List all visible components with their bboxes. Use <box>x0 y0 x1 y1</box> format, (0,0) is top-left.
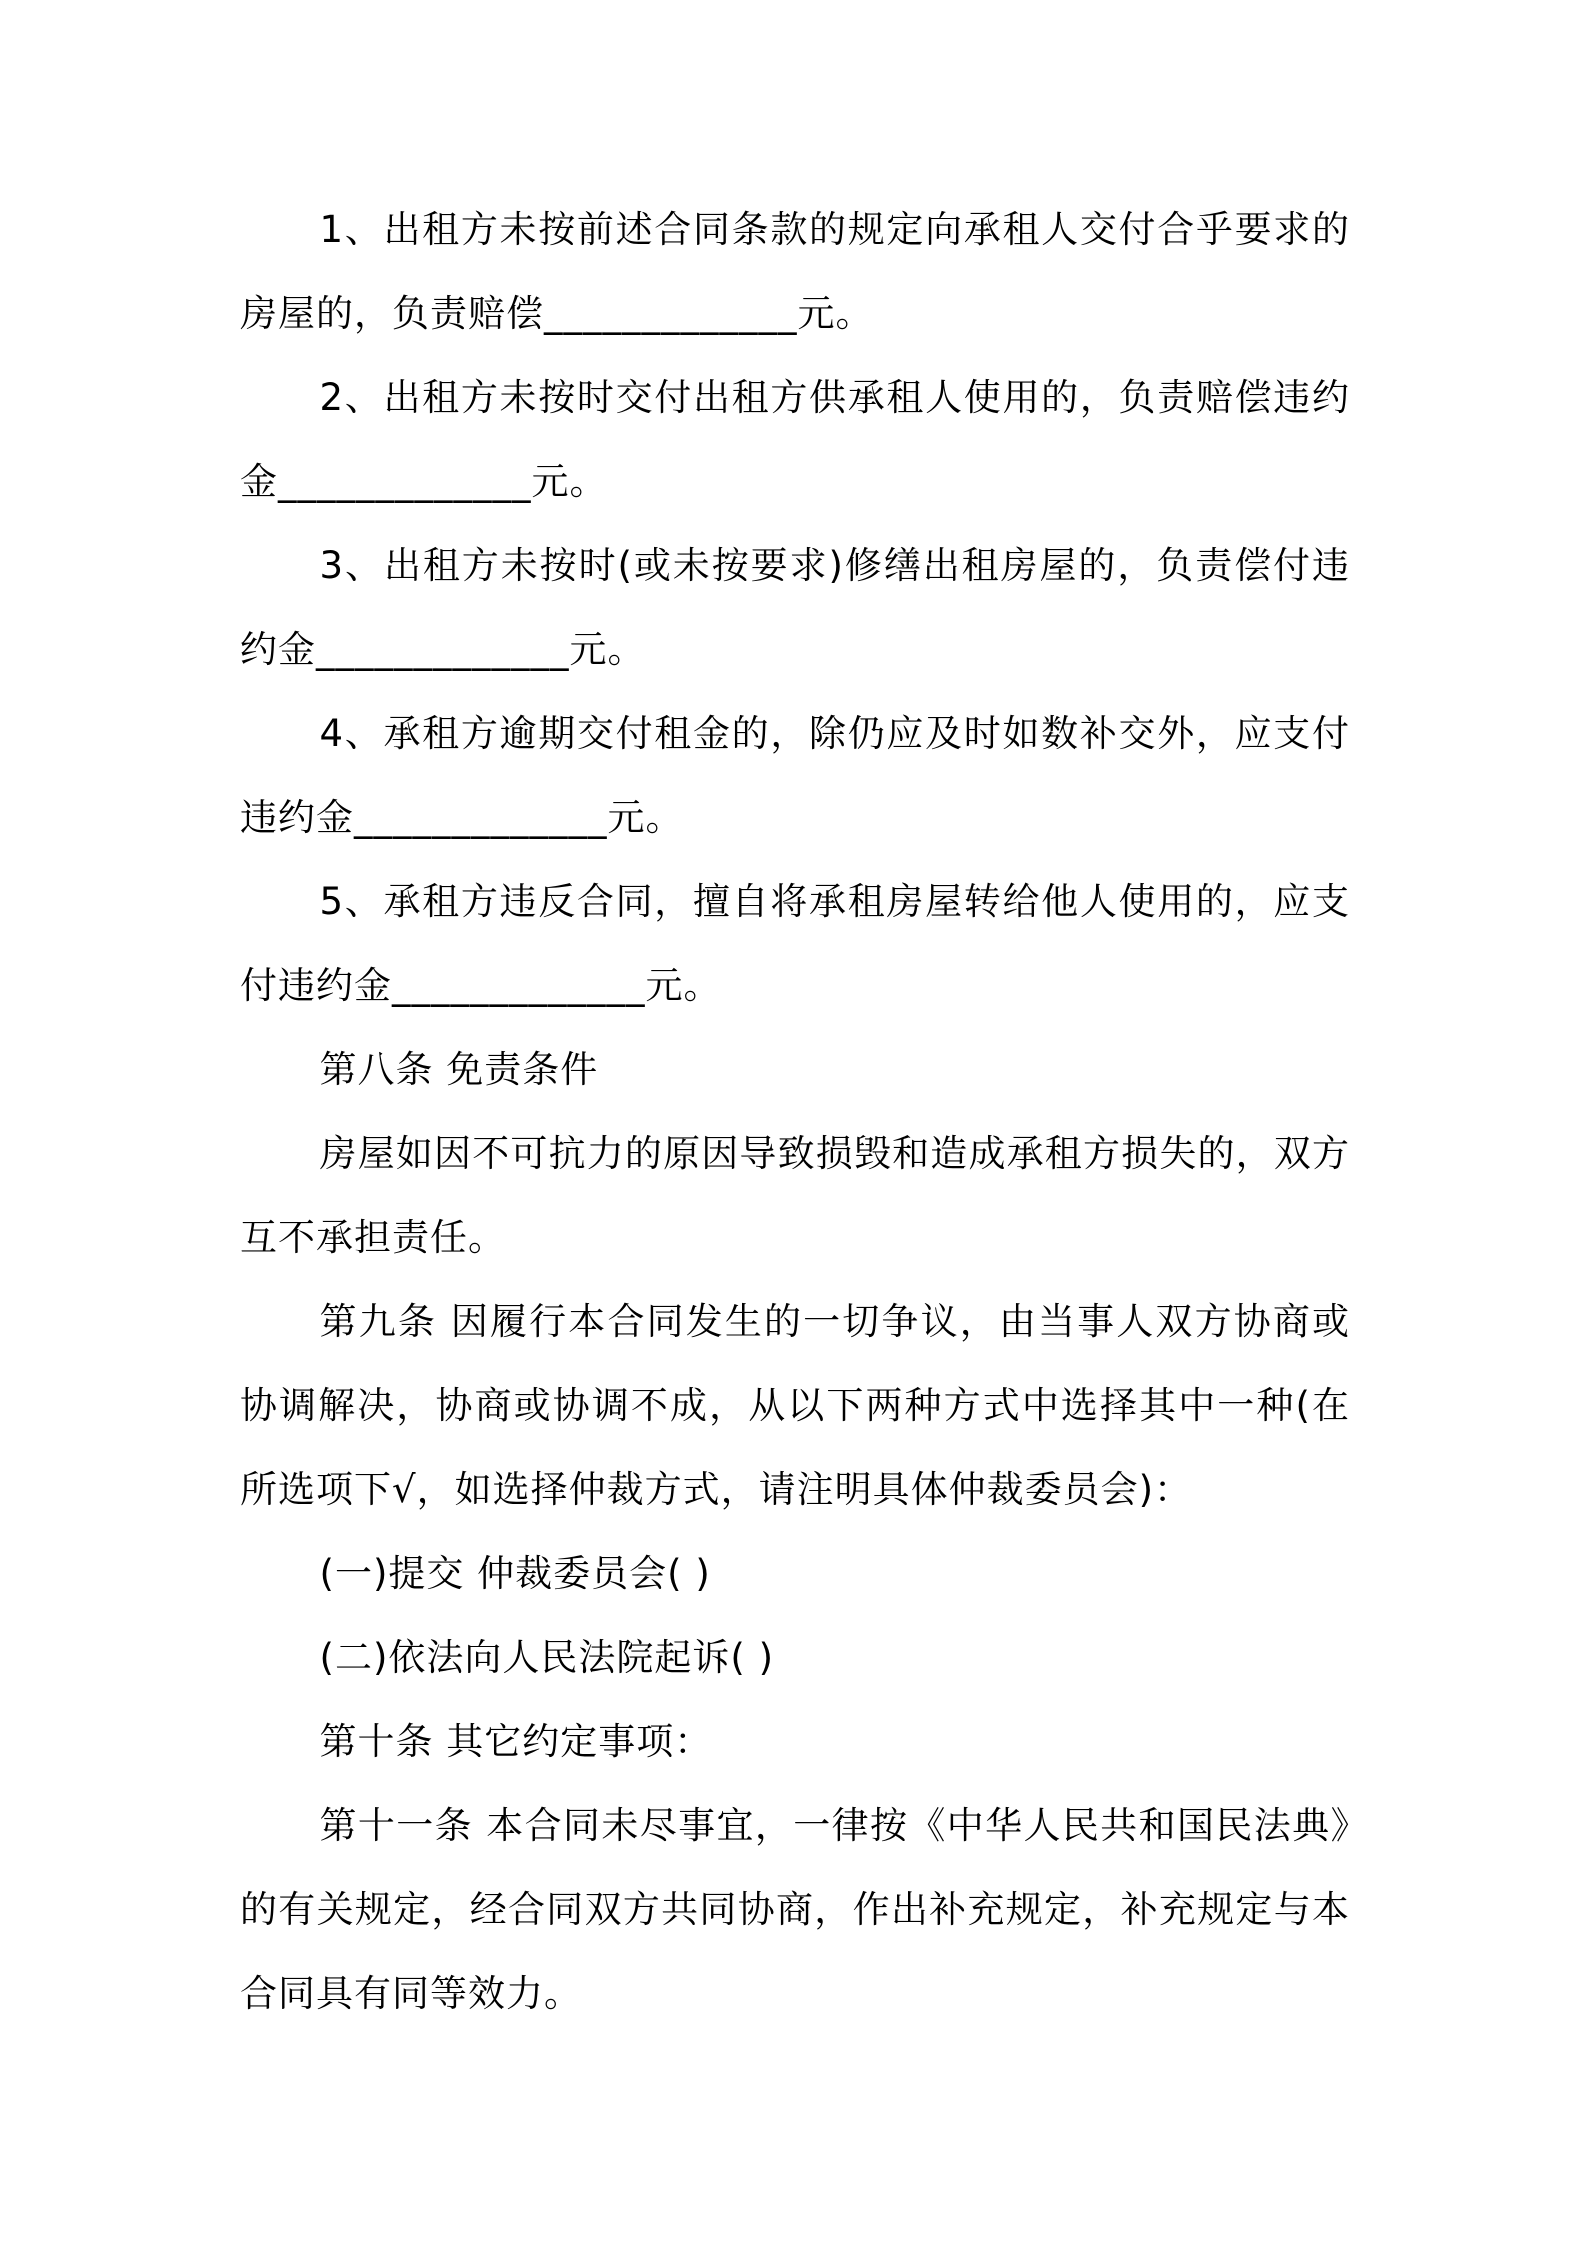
document-page <box>240 188 1350 2036</box>
article-11-body: 第十一条 本合同未尽事宜，一律按《中华人民共和国民法典》的有关规定，经合同双方共同协商，作出补充规定，补充规定与本合同具有同等效力。 <box>240 1804 1350 2015</box>
penalty-clause-5: 5、承租方违反合同，擅自将承租房屋转给他人使用的，应支付违约金_____________元。 <box>240 880 1350 1007</box>
penalty-clause-1: 1、出租方未按前述合同条款的规定向承租人交付合乎要求的房屋的，负责赔偿_____________元。 <box>240 208 1350 335</box>
article-9-option-court: (二)依法向人民法院起诉( ) <box>319 1636 775 1679</box>
penalty-clause-2: 2、出租方未按时交付出租方供承租人使用的，负责赔偿违约金_____________元。 <box>240 376 1350 503</box>
penalty-clause-4: 4、承租方逾期交付租金的，除仍应及时如数补交外，应支付违约金_____________元。 <box>240 712 1350 839</box>
article-10-heading: 第十条 其它约定事项： <box>319 1720 713 1763</box>
article-9-option-arbitration: (一)提交 仲裁委员会( ) <box>319 1552 711 1595</box>
article-8-body: 房屋如因不可抗力的原因导致损毁和造成承租方损失的，双方互不承担责任。 <box>240 1132 1350 1259</box>
penalty-clause-3: 3、出租方未按时(或未按要求)修缮出租房屋的，负责偿付违约金_____________元。 <box>240 544 1350 671</box>
article-8-heading: 第八条 免责条件 <box>319 1048 599 1091</box>
article-9-body: 第九条 因履行本合同发生的一切争议，由当事人双方协商或协调解决，协商或协调不成，从以下两种方式中选择其中一种(在所选项下√，如选择仲裁方式，请注明具体仲裁委员会)： <box>240 1300 1350 1511</box>
